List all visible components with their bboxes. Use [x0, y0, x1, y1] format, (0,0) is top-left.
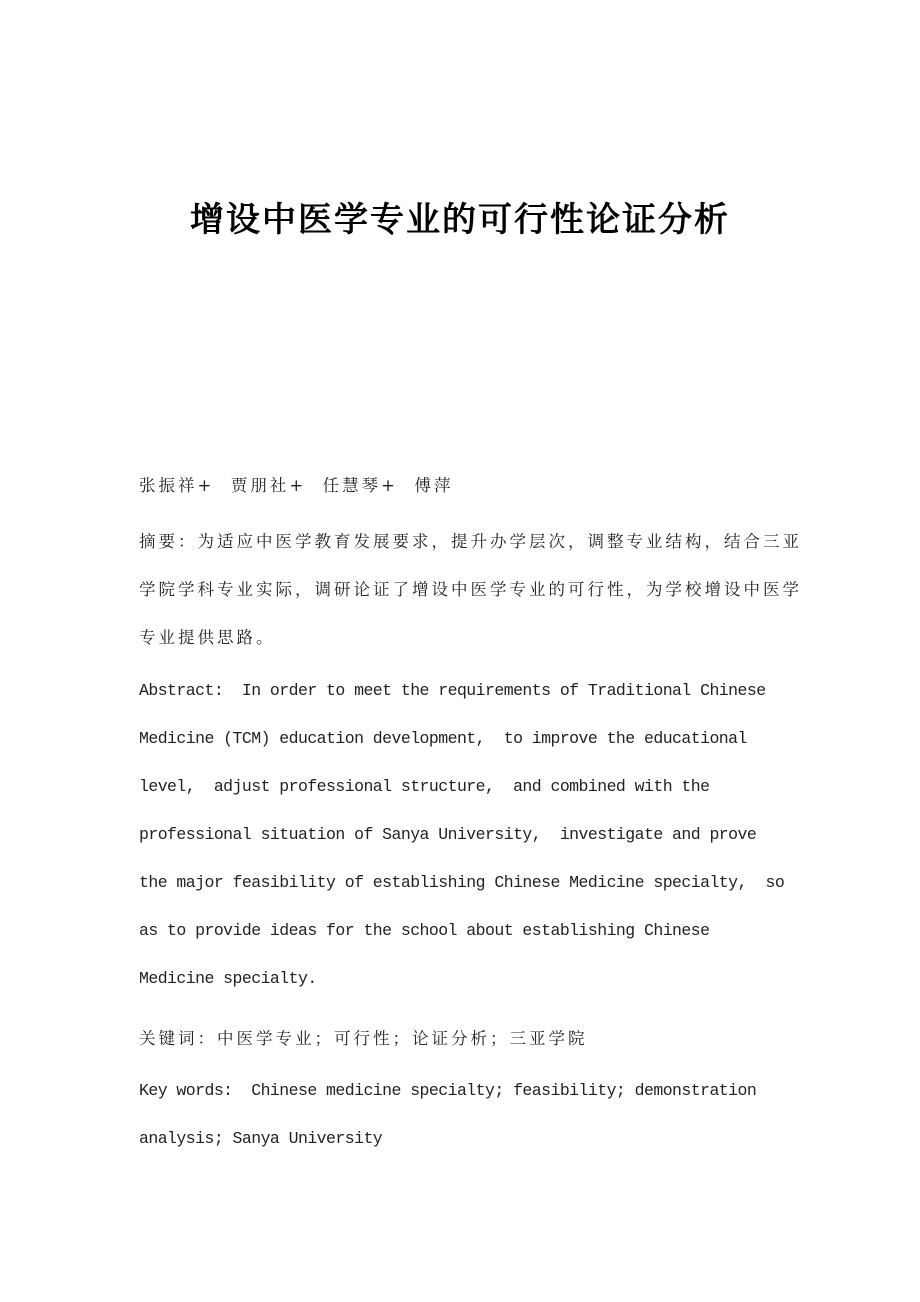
- abstract-en-line: professional situation of Sanya University, investigate and prove: [139, 825, 757, 844]
- abstract-cn-line: 专业提供思路。: [139, 628, 276, 647]
- abstract-en-line: Abstract: In order to meet the requirements of Traditional Chinese: [139, 681, 766, 700]
- keywords-chinese: 关键词：中医学专业；可行性；论证分析；三亚学院: [139, 1029, 588, 1048]
- abstract-en-line: Medicine specialty.: [139, 969, 317, 988]
- abstract-en-line: the major feasibility of establishing Chinese Medicine specialty, so: [139, 873, 785, 892]
- abstract-en-line: as to provide ideas for the school about establishing Chinese: [139, 921, 710, 940]
- abstract-en-line: Medicine (TCM) education development, to improve the educational: [139, 729, 747, 748]
- paper-title: 增设中医学专业的可行性论证分析: [190, 200, 730, 240]
- keywords-en-line: Key words: Chinese medicine specialty; feasibility; demonstration: [139, 1081, 757, 1100]
- abstract-cn-line: 学院学科专业实际，调研论证了增设中医学专业的可行性，为学校增设中医学: [139, 580, 802, 599]
- keywords-en-line: analysis; Sanya University: [139, 1129, 383, 1148]
- abstract-en-line: level, adjust professional structure, and combined with the: [139, 777, 710, 796]
- authors: 张振祥+ 贾朋社+ 任慧琴+ 傅萍: [139, 476, 454, 495]
- abstract-cn-line: 摘要：为适应中医学教育发展要求，提升办学层次，调整专业结构，结合三亚: [139, 532, 802, 551]
